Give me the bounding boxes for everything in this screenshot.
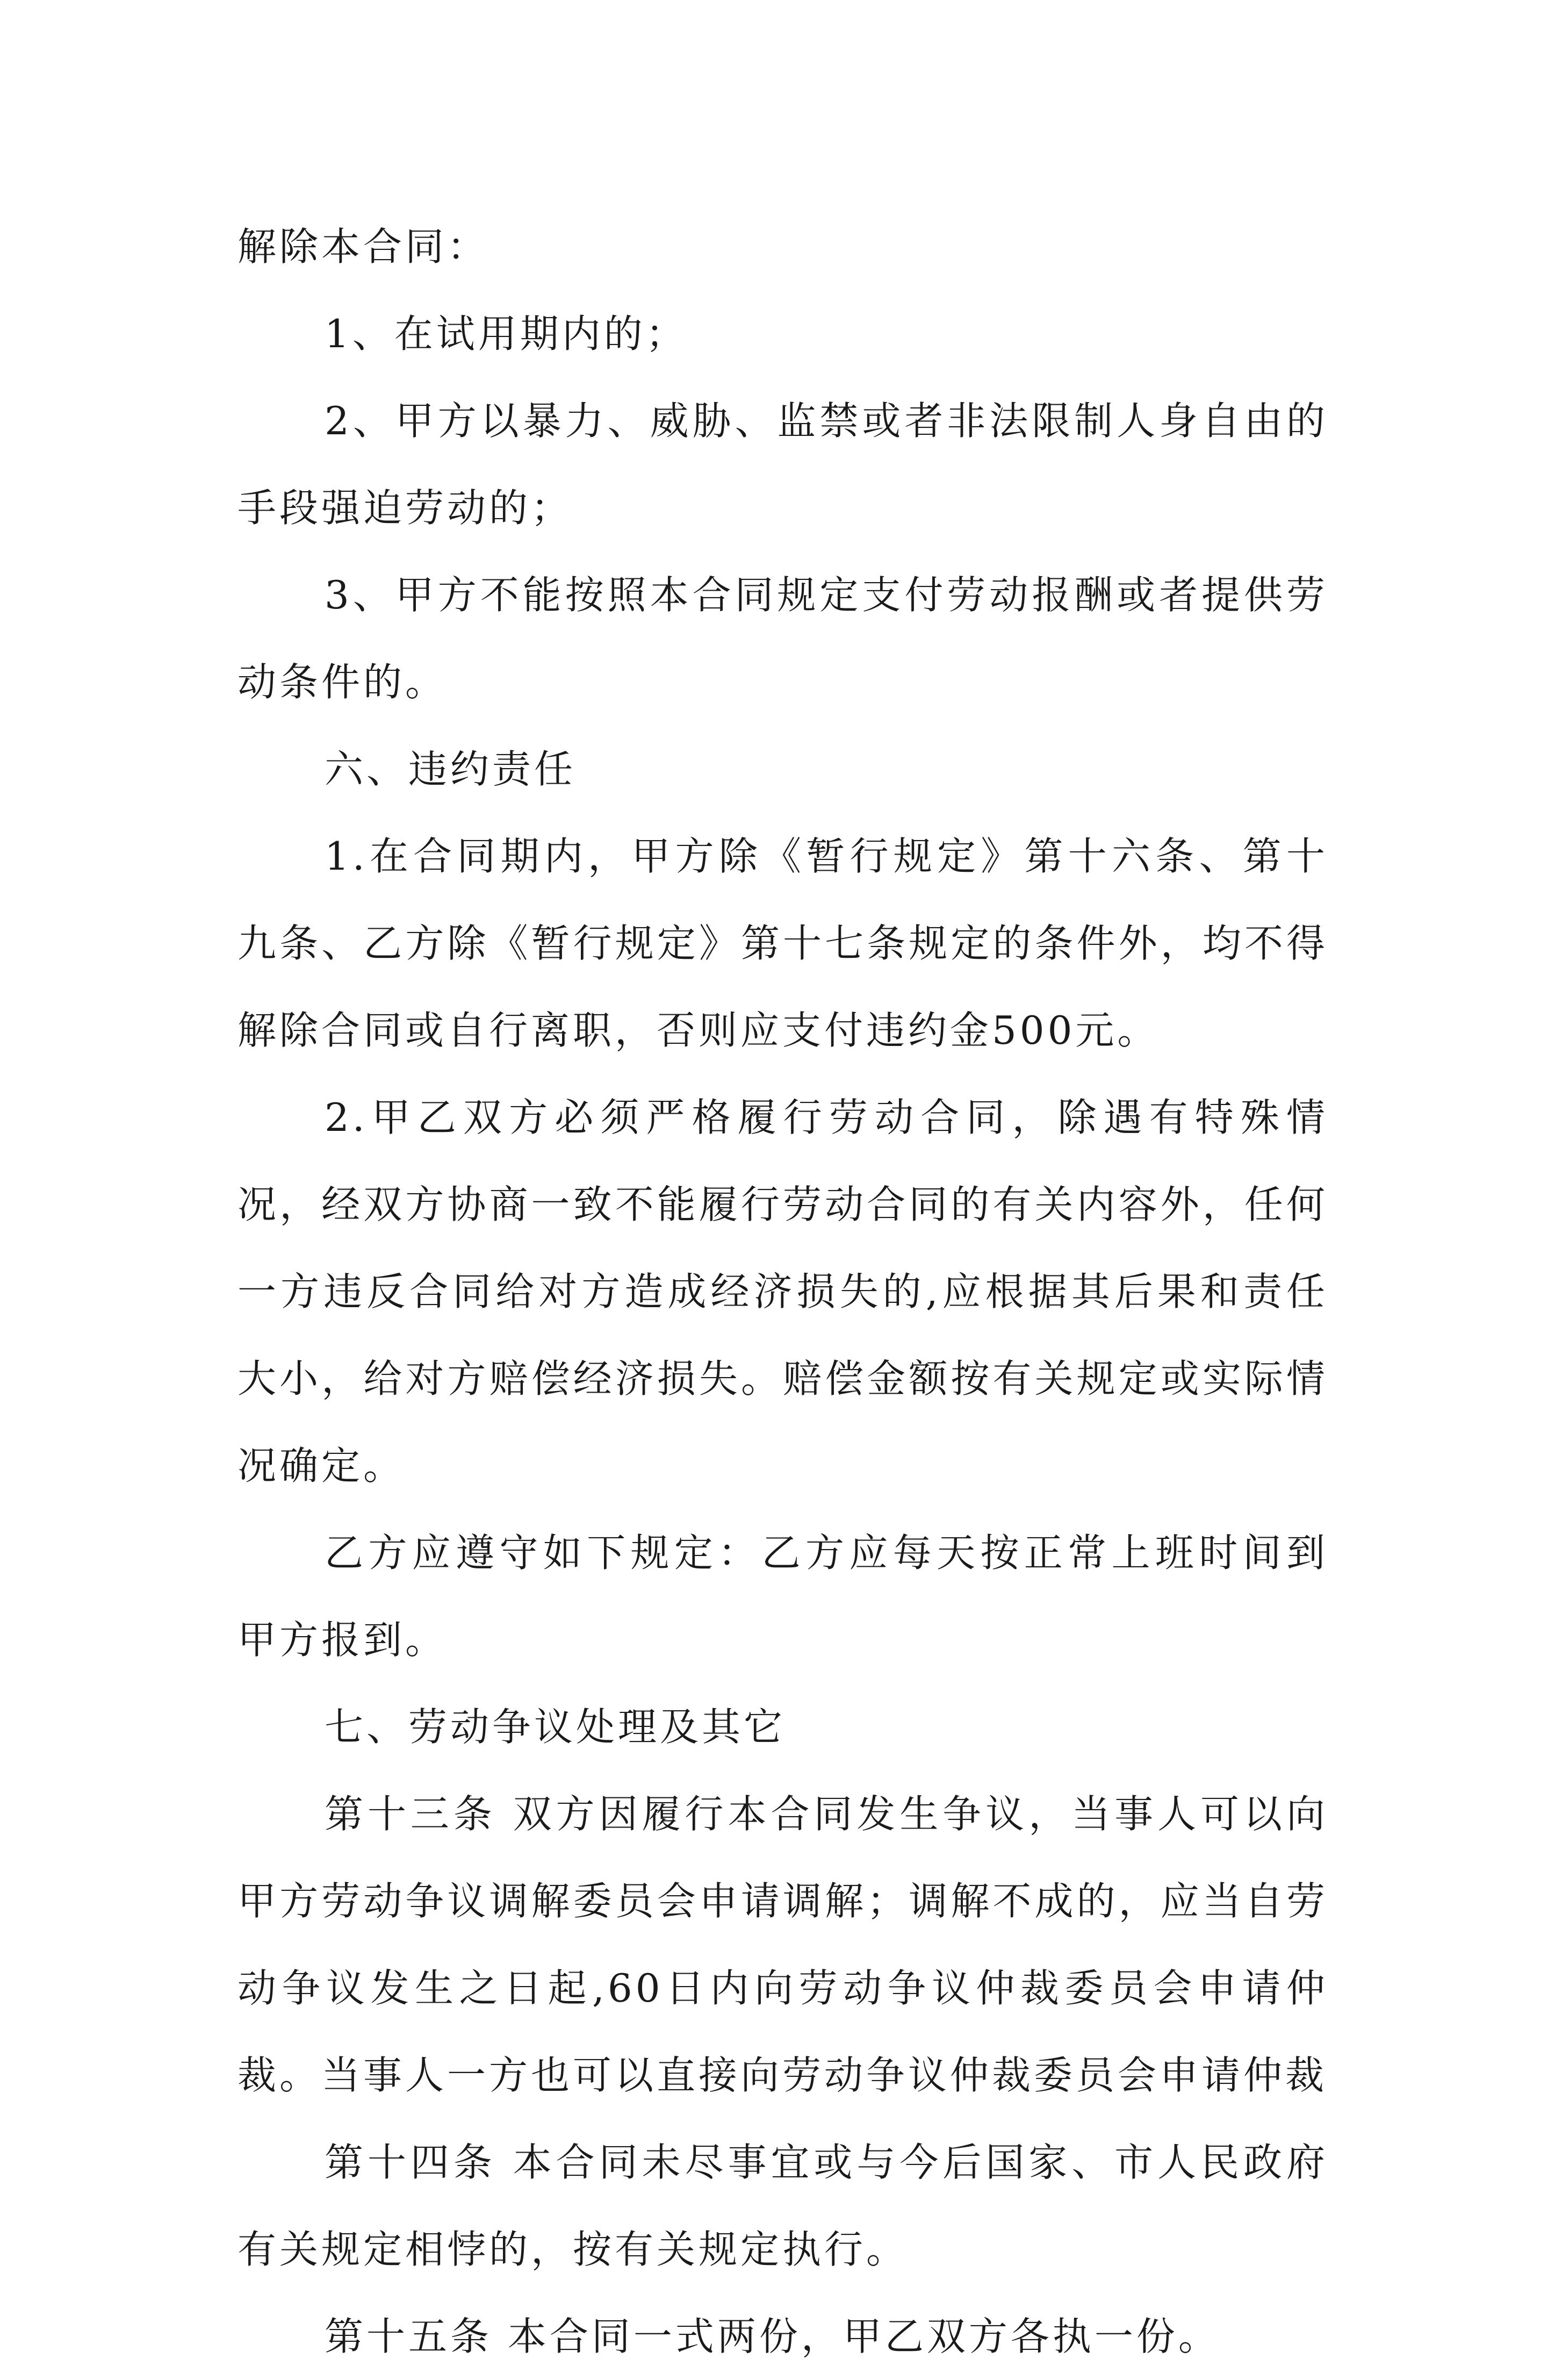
section-heading-breach: 六、违约责任 xyxy=(325,747,577,792)
paragraph-7: 2.甲乙双方必须严格履行劳动合同，除遇有特殊情况，经双方协商一致不能履行劳动合同的有关内容外，任何一方违反合同给对方造成经济损失的,应根据其后果和责任大小，给对方赔偿经济损失。赔偿金额按有关规定或实际情况确定。 xyxy=(237,1095,1328,1488)
article-13: 第十三条 双方因履行本合同发生争议，当事人可以向甲方劳动争议调解委员会申请调解；调解不成的，应当自劳动争议发生之日起,60日内向劳动争议仲裁委员会申请仲裁。当事人一方也可以直接向劳动争议仲裁委员会申请仲裁 xyxy=(237,1791,1328,2098)
article-14: 第十四条 本合同未尽事宜或与今后国家、市人民政府有关规定相悖的，按有关规定执行。 xyxy=(237,2140,1328,2272)
section-heading-disputes: 七、劳动争议处理及其它 xyxy=(325,1704,786,1750)
paragraph-1: 解除本合同： xyxy=(237,224,489,269)
paragraph-6: 1.在合同期内，甲方除《暂行规定》第十六条、第十九条、乙方除《暂行规定》第十七条规定的条件外，均不得解除合同或自行离职，否则应支付违约金500元。 xyxy=(237,834,1328,1053)
document-body xyxy=(237,203,1328,2380)
paragraph-2: 1、在试用期内的； xyxy=(325,311,688,356)
paragraph-3: 2、甲方以暴力、威胁、监禁或者非法限制人身自由的手段强迫劳动的； xyxy=(237,398,1328,531)
article-15: 第十五条 本合同一式两份，甲乙双方各执一份。 xyxy=(325,2314,1220,2359)
paragraph-4: 3、甲方不能按照本合同规定支付劳动报酬或者提供劳动条件的。 xyxy=(237,572,1328,705)
paragraph-8: 乙方应遵守如下规定：乙方应每天按正常上班时间到甲方报到。 xyxy=(237,1530,1328,1662)
